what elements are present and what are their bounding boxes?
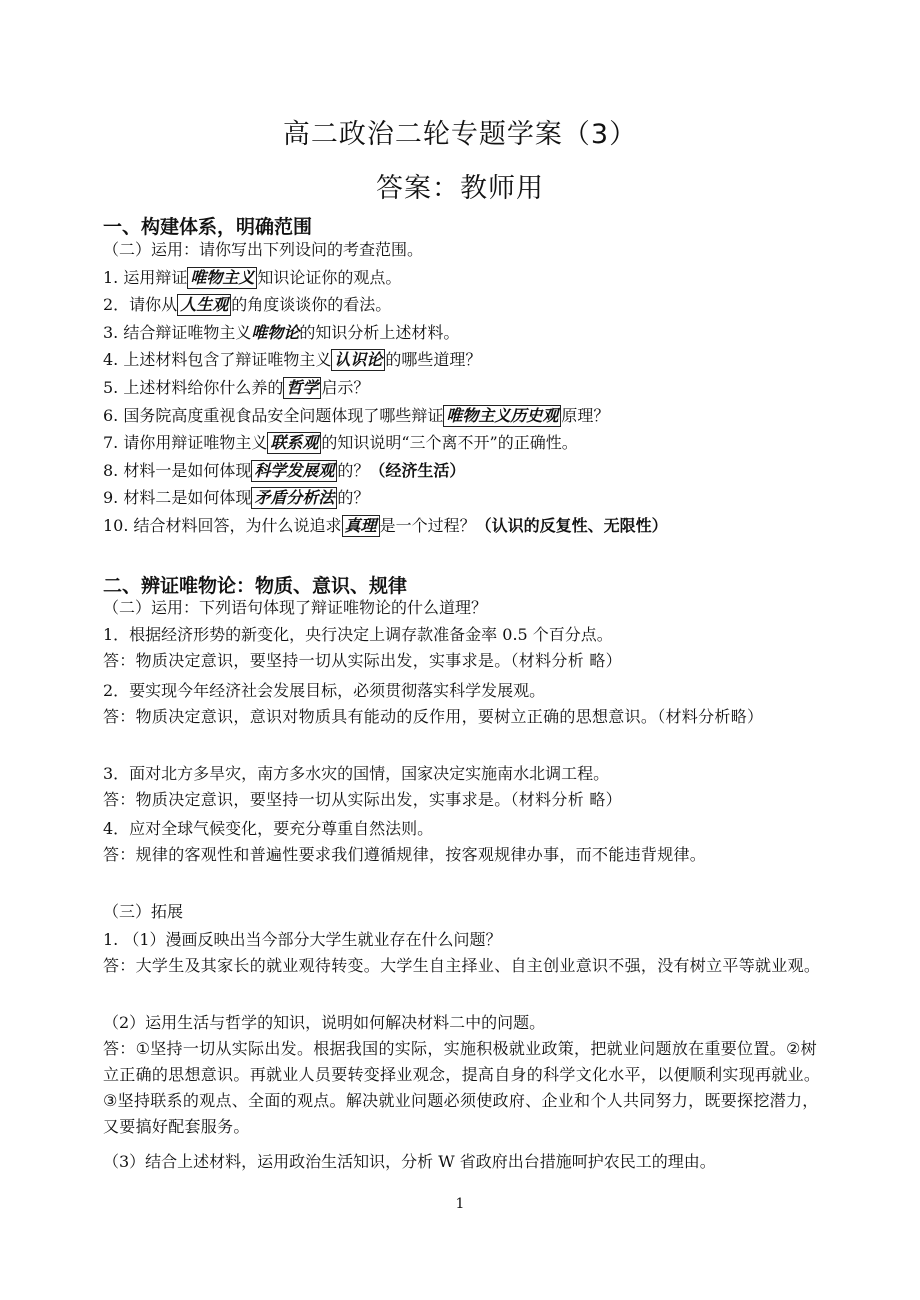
list-item: 1. 运用辩证 唯物主义 知识论证你的观点。: [103, 268, 402, 287]
page-title: 高二政治二轮专题学案（3）: [282, 119, 638, 150]
list-item: 8. 材料一是如何体现 科学发展观 的？（经济生活）: [103, 461, 466, 480]
section1-subheading: （二）运用：请你写出下列设问的考查范围。: [103, 240, 424, 259]
question: （3）结合上述材料，运用政治生活知识，分析 W 省政府出台措施呵护农民工的理由。: [103, 1152, 716, 1171]
answer: 答：物质决定意识，要坚持一切从实际出发，实事求是。（材料分析 略）: [103, 790, 622, 809]
question: 1. （1）漫画反映出当今部分大学生就业存在什么问题？: [103, 930, 502, 949]
section2-heading: 二、辨证唯物论：物质、意识、规律: [103, 575, 408, 597]
answer-box: 哲学: [283, 377, 321, 399]
answer-box: 真理: [342, 515, 380, 537]
list-item: 10. 结合材料回答，为什么说追求 真理 是一个过程？（认识的反复性、无限性）: [103, 516, 668, 535]
answer-box: 认识论: [331, 349, 385, 371]
page-number: 1: [455, 1196, 465, 1212]
question: 2．要实现今年经济社会发展目标，必须贯彻落实科学发展观。: [103, 681, 546, 700]
answer-box: 矛盾分析法: [251, 487, 337, 509]
list-item: 6. 国务院高度重视食品安全问题体现了哪些辩证 唯物主义历史观 原理？: [103, 406, 610, 425]
answer: 答：规律的客观性和普遍性要求我们遵循规律，按客观规律办事，而不能违背规律。: [103, 845, 707, 864]
section1-heading: 一、构建体系，明确范围: [103, 216, 313, 238]
answer-box: 联系观: [267, 432, 321, 454]
answer: 答：物质决定意识，意识对物质具有能动的反作用，要树立正确的思想意识。（材料分析略）: [103, 707, 764, 726]
answer: 答：物质决定意识，要坚持一切从实际出发，实事求是。（材料分析 略）: [103, 651, 622, 670]
answer: 答：①坚持一切从实际出发。根据我国的实际，实施积极就业政策，把就业问题放在重要位置。②树立正确的思想意识。再就业人员要转变择业观念，提高自身的科学文化水平，以便顺利实现再就业。③坚持联系的观点、全面的观点。解决就业问题必须使政府、企业和个人共同努力，既要探挖潜力，又要搞好配套服务。: [103, 1039, 821, 1136]
list-item: 7. 请你用辩证唯物主义 联系观 的知识说明“三个离不开”的正确性。: [103, 433, 578, 452]
answer: 答：大学生及其家长的就业观待转变。大学生自主择业、自主创业意识不强，没有树立平等就业观。: [103, 956, 821, 975]
question: 3．面对北方多旱灾，南方多水灾的国情，国家决定实施南水北调工程。: [103, 764, 610, 783]
question: 4．应对全球气候变化，要充分尊重自然法则。: [103, 819, 434, 838]
section2-subheading: （二）运用：下列语句体现了辩证唯物论的什么道理？: [103, 598, 488, 617]
answer-box: 唯物主义: [187, 267, 257, 289]
question: （2）运用生活与哲学的知识，说明如何解决材料二中的问题。: [103, 1013, 546, 1032]
list-item: 2．请你从 人生观 的角度谈谈你的看法。: [103, 295, 392, 314]
page-subtitle: 答案：教师用: [376, 173, 544, 204]
question: 1．根据经济形势的新变化，央行决定上调存款准备金率 0.5 个百分点。: [103, 625, 613, 644]
answer-text: 唯物论: [251, 323, 300, 342]
list-item: 4. 上述材料包含了辩证唯物主义 认识论 的哪些道理？: [103, 350, 482, 369]
answer-note: （经济生活）: [369, 461, 466, 480]
answer-box: 唯物主义历史观: [443, 405, 561, 427]
list-item: 9. 材料二是如何体现 矛盾分析法 的？: [103, 488, 370, 507]
section3-subheading: （三）拓展: [103, 902, 184, 921]
list-item: 5. 上述材料给你什么养的 哲学 启示？: [103, 378, 370, 397]
answer-box: 科学发展观: [251, 460, 337, 482]
answer-note: （认识的反复性、无限性）: [475, 516, 668, 535]
answer-box: 人生观: [177, 294, 231, 316]
list-item: 3. 结合辩证唯物主义唯物论的知识分析上述材料。: [103, 323, 460, 342]
